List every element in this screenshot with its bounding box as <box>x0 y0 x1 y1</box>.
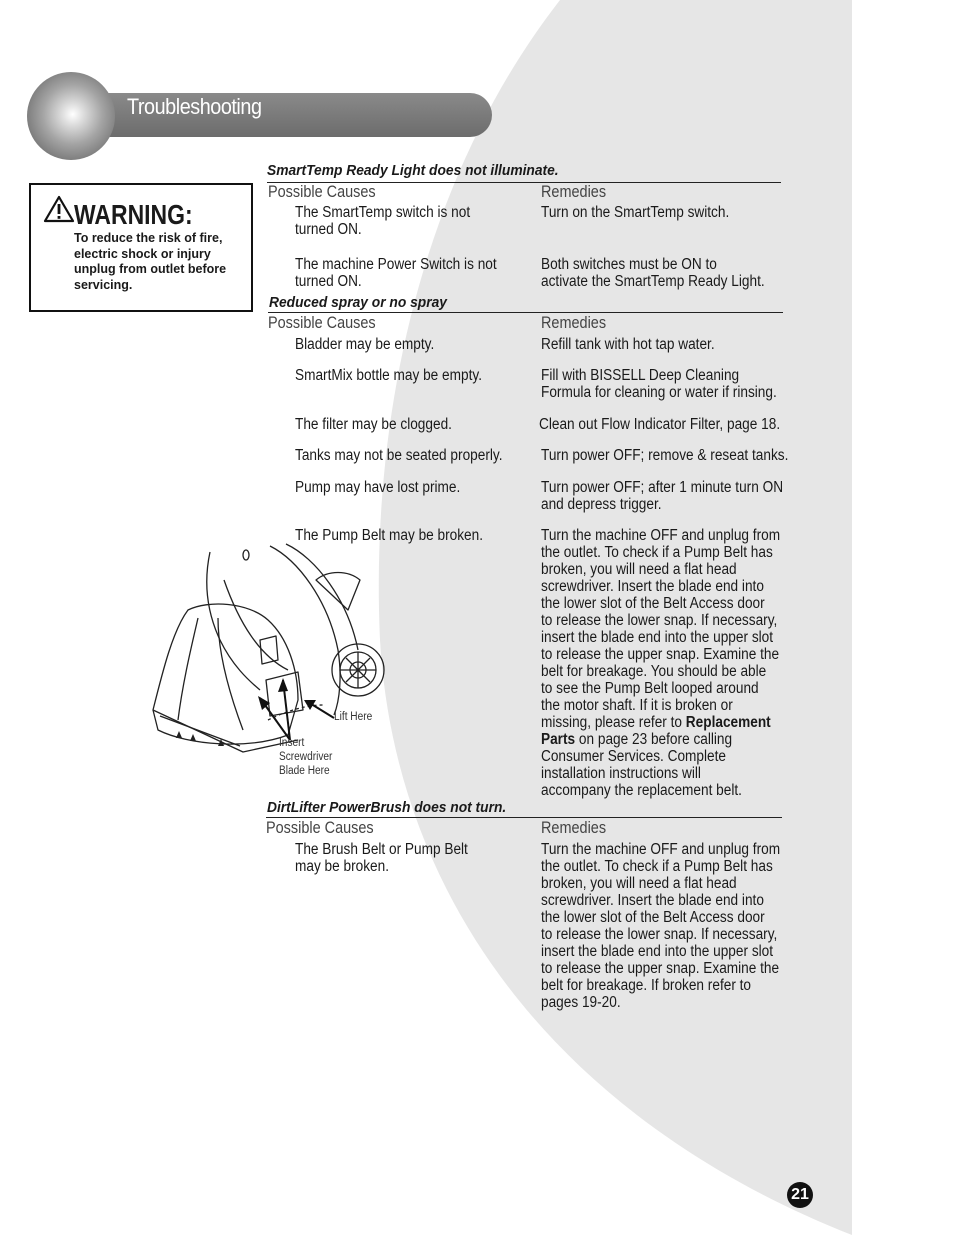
section-title-smarttemp: SmartTemp Ready Light does not illuminate. <box>267 162 559 179</box>
page-title: Troubleshooting <box>127 94 262 119</box>
remedy-cell: Turn power OFF; remove & reseat tanks. <box>541 447 789 464</box>
warning-title: WARNING: <box>74 199 193 230</box>
belt-access-illustration <box>148 540 398 780</box>
section-title-reduced-spray: Reduced spray or no spray <box>269 294 447 311</box>
right-margin-strip <box>852 0 954 1235</box>
cause-cell: Pump may have lost prime. <box>295 479 461 496</box>
cause-cell: The Pump Belt may be broken. <box>295 527 484 544</box>
remedy-cell: Turn power OFF; after 1 minute turn ON and depress trigger. <box>541 479 784 513</box>
lift-here-label: Lift Here <box>334 711 373 723</box>
col-head-causes: Possible Causes <box>268 182 376 201</box>
col-head-remedies: Remedies <box>541 313 607 332</box>
remedy-cell: Clean out Flow Indicator Filter, page 18. <box>539 416 781 433</box>
remedy-cell: Turn on the SmartTemp switch. <box>541 204 730 221</box>
section-title-powerbrush: DirtLifter PowerBrush does not turn. <box>267 799 507 816</box>
col-head-remedies: Remedies <box>541 818 607 837</box>
warning-box <box>29 183 253 312</box>
warning-text: To reduce the risk of fire, electric shock or injury unplug from outlet before servicing. <box>74 231 227 292</box>
cause-cell: Tanks may not be seated properly. <box>295 447 503 464</box>
col-head-remedies: Remedies <box>541 182 607 201</box>
remedy-text: on page 23 before calling Consumer Services. Complete installation instructions will accompany the replacement belt. <box>541 731 742 799</box>
header-orb-graphic <box>27 72 115 160</box>
cause-cell: The Brush Belt or Pump Belt may be broken. <box>295 841 468 875</box>
remedy-cell: Refill tank with hot tap water. <box>541 336 715 353</box>
col-head-causes: Possible Causes <box>266 818 374 837</box>
cause-cell: The filter may be clogged. <box>295 416 452 433</box>
cause-cell: Bladder may be empty. <box>295 336 435 353</box>
remedy-cell: Fill with BISSELL Deep Cleaning Formula for cleaning or water if rinsing. <box>541 367 777 401</box>
remedy-text: Turn the machine OFF and unplug from the outlet. To check if a Pump Belt has broken, you will need a flat head screwdriver. Insert the blade end into the lower slot of the Belt Access door to release the lower snap. If necessary, insert the blade end into the upper slot to release the upper snap. Examine the belt for breakage. You should be able to see the Pump Belt looped around the motor shaft. If it is broken or missing, please refer to <box>541 527 781 731</box>
replacement-parts-ref: Replacement Parts <box>541 714 771 748</box>
col-head-causes: Possible Causes <box>268 313 376 332</box>
remedy-cell: Both switches must be ON to activate the SmartTemp Ready Light. <box>541 256 765 290</box>
cause-cell: The machine Power Switch is not turned ON. <box>295 256 497 290</box>
cause-cell: SmartMix bottle may be empty. <box>295 367 482 384</box>
cause-cell: The SmartTemp switch is not turned ON. <box>295 204 471 238</box>
insert-screwdriver-label: Insert Screwdriver Blade Here <box>279 737 333 777</box>
warning-triangle-icon <box>43 195 75 223</box>
remedy-cell: Turn the machine OFF and unplug from the outlet. To check if a Pump Belt has broken, you will need a flat head screwdriver. Insert the blade end into the lower slot of the Belt Access door to release the lower snap. If necessary, insert the blade end into the upper slot to release the upper snap. Examine the belt for breakage. If broken refer to pages 19-20. <box>541 841 781 1011</box>
page-number: 21 <box>787 1182 813 1208</box>
remedy-cell-pump-belt <box>541 527 780 799</box>
